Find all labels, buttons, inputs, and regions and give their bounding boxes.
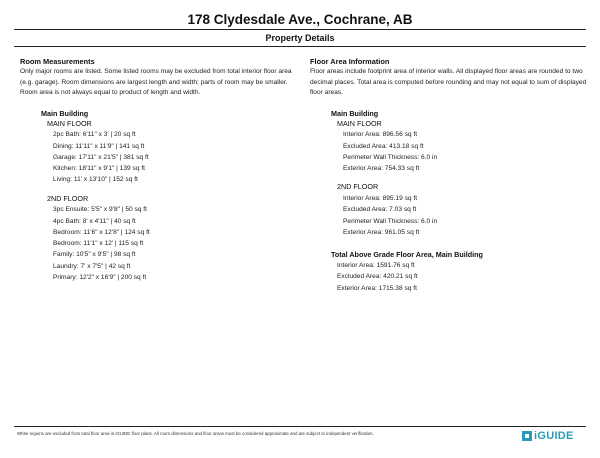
room-line: Primary: 12'2" x 16'9" | 200 sq ft bbox=[53, 274, 147, 282]
room-line: Living: 11' x 13'10" | 152 sq ft bbox=[53, 176, 138, 184]
room-line: 3pc Ensuite: 5'5" x 9'8" | 50 sq ft bbox=[53, 206, 147, 214]
room-line: Bedroom: 11'1" x 12' | 115 sq ft bbox=[53, 240, 144, 248]
footer-divider bbox=[14, 426, 586, 427]
area-line: Exterior Area: 961.05 sq ft bbox=[343, 228, 420, 236]
iguide-logo-text: iGUIDE bbox=[534, 430, 574, 442]
total-area-line: Excluded Area: 420.21 sq ft bbox=[337, 273, 418, 281]
area-line: Excluded Area: 413.18 sq ft bbox=[343, 142, 424, 150]
area-floor-title: MAIN FLOOR bbox=[337, 118, 382, 128]
room-line: Laundry: 7' x 7'5" | 42 sq ft bbox=[53, 262, 131, 270]
total-area-line: Interior Area: 1591.76 sq ft bbox=[337, 262, 415, 270]
area-line: Interior Area: 895.19 sq ft bbox=[343, 194, 418, 202]
floor-area-note: Floor areas include footprint area of interior walls. All displayed floor areas are rounded to two decimal places. Total area is computed before rounding and may not equal to sum of displayed floor areas. bbox=[310, 68, 587, 97]
area-floor-group bbox=[331, 119, 590, 175]
total-area-line: Exterior Area: 1715.38 sq ft bbox=[337, 284, 417, 292]
room-floor-title: 2ND FLOOR bbox=[47, 193, 89, 203]
room-line: Garage: 17'11" x 21'5" | 381 sq ft bbox=[53, 153, 149, 161]
footer-disclaimer: White regions are excluded from total floor area in iGUIDE floor plans. All room dimensions and floor areas must be considered approximate and are subject to independent verification. bbox=[17, 431, 374, 436]
subtitle-divider bbox=[14, 46, 586, 47]
area-line: Perimeter Wall Thickness: 6.0 in bbox=[343, 153, 438, 161]
area-line: Perimeter Wall Thickness: 6.0 in bbox=[343, 217, 438, 225]
room-line: Family: 10'5" x 9'5" | 98 sq ft bbox=[53, 251, 136, 259]
floor-area-section bbox=[310, 56, 590, 294]
room-line: Kitchen: 18'11" x 9'1" | 139 sq ft bbox=[53, 165, 145, 173]
room-line: 2pc Bath: 6'11" x 3' | 20 sq ft bbox=[53, 131, 136, 139]
room-floor-group bbox=[41, 194, 298, 284]
total-area-group bbox=[331, 260, 590, 294]
area-floor-title: 2ND FLOOR bbox=[337, 182, 379, 192]
room-line: Dining: 11'11" x 11'9" | 141 sq ft bbox=[53, 142, 145, 150]
total-area-title: Total Above Grade Floor Area, Main Building bbox=[331, 250, 483, 260]
iguide-logo-icon bbox=[522, 431, 532, 441]
area-building-title: Main Building bbox=[331, 108, 379, 118]
page-subtitle: Property Details bbox=[265, 33, 335, 43]
page-title: 178 Clydesdale Ave., Cochrane, AB bbox=[187, 12, 413, 27]
floor-area-title: Floor Area Information bbox=[310, 57, 390, 66]
room-floor-group bbox=[41, 119, 298, 186]
room-measurements-title: Room Measurements bbox=[20, 57, 95, 66]
room-measurements-note: Only major rooms are listed. Some listed rooms may be excluded from total interior floor area (e.g. garage). Room dimensions are largest length and width; parts of room may be smaller. Room area is not always equal to product of length and width. bbox=[20, 68, 292, 97]
room-floor-title: MAIN FLOOR bbox=[47, 118, 92, 128]
iguide-logo bbox=[522, 428, 588, 444]
room-line: 4pc Bath: 8' x 4'11" | 40 sq ft bbox=[53, 217, 136, 225]
title-divider bbox=[14, 29, 586, 30]
area-floor-group bbox=[331, 182, 590, 238]
room-building-title: Main Building bbox=[41, 108, 89, 118]
area-line: Exterior Area: 754.33 sq ft bbox=[343, 165, 420, 173]
room-line: Bedroom: 11'6" x 12'8" | 124 sq ft bbox=[53, 228, 150, 236]
area-line: Excluded Area: 7.03 sq ft bbox=[343, 206, 417, 214]
area-line: Interior Area: 896.56 sq ft bbox=[343, 131, 418, 139]
room-measurements-section bbox=[20, 56, 298, 283]
